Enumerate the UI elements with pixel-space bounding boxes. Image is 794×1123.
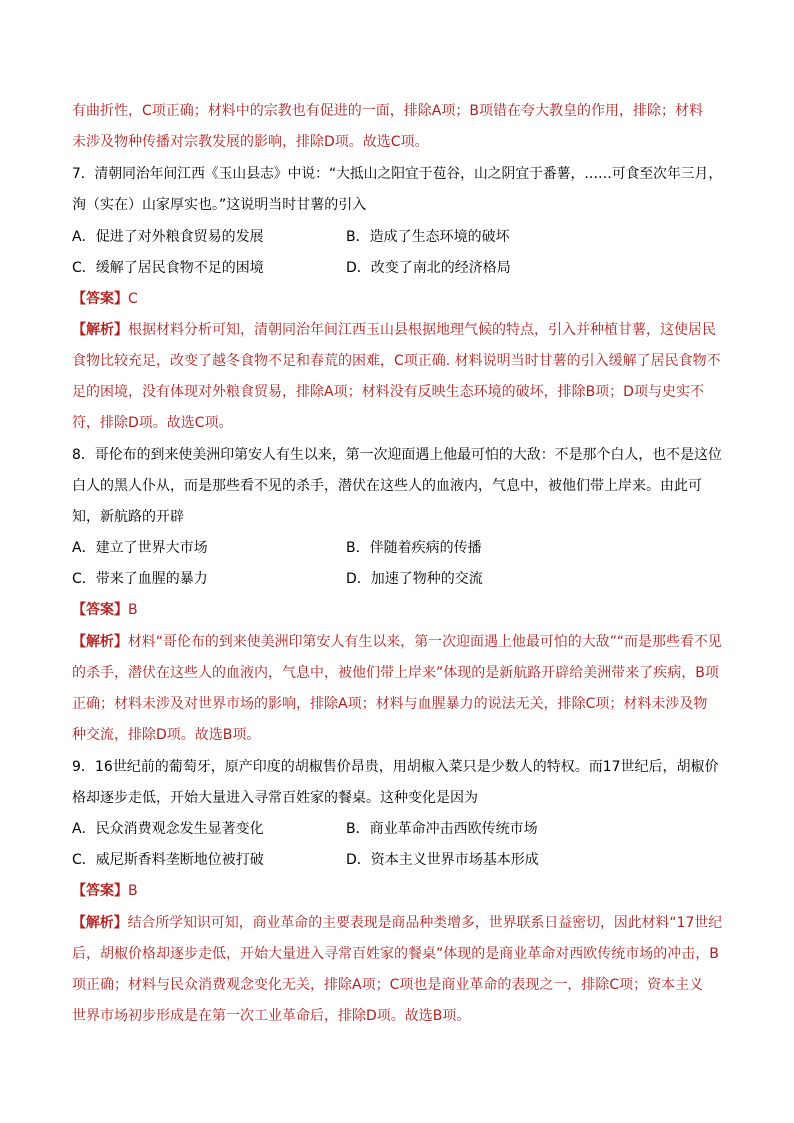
answer-value: B (128, 602, 138, 618)
analysis-text: 根据材料分析可知，清朝同治年间江西玉山县根据地理气候的特点，引入并种植甘薯，这使居民 (128, 322, 716, 338)
question-8-answer (72, 600, 138, 620)
question-8-option-b: B．伴随着疾病的传播 (346, 540, 482, 556)
question-8-option-c: C．带来了血腥的暴力 (72, 571, 208, 587)
question-9-answer (72, 881, 138, 901)
question-8-stem: 8．哥伦布的到来使美洲印第安人有生以来，第一次迎面遇上他最可怕的大敌：不是那个白人，也不是这位 (72, 447, 722, 463)
question-7-option-b: B．造成了生态环境的破坏 (346, 229, 510, 245)
question-7-option-a: A．促进了对外粮食贸易的发展 (72, 229, 264, 245)
question-9-option-d: D．资本主义世界市场基本形成 (346, 852, 539, 868)
question-9-option-c: C．威尼斯香料垄断地位被打破 (72, 852, 264, 868)
question-9-analysis-line: 后，胡椒价格却逐步走低，开始大量进入寻常百姓家的餐桌”体现的是商业革命对西欧传统市场的冲击，B (72, 946, 719, 962)
question-9-stem: 9．16世纪前的葡萄牙，原产印度的胡椒售价昂贵，用胡椒入菜只是少数人的特权。而17世纪后，胡椒价 (72, 759, 719, 775)
analysis-label: 【解析】 (72, 322, 128, 338)
question-9-analysis-line: 世界市场初步形成是在第一次工业革命后，排除D项。故选B项。 (72, 1008, 471, 1024)
question-7-analysis-line: 符，排除D项。故选C项。 (72, 415, 233, 431)
question-7-analysis-line: 食物比较充足，改变了越冬食物不足和春荒的困难，C项正确. 材料说明当时甘薯的引入缓解了居民食物不 (72, 353, 721, 369)
analysis-text: 材料“哥伦布的到来使美洲印第安人有生以来，第一次迎面遇上他最可怕的大敌”“而是那些看不见 (127, 634, 722, 650)
answer-label: 【答案】 (72, 291, 128, 307)
question-9-option-b: B．商业革命冲击西欧传统市场 (346, 821, 538, 837)
analysis-label: 【解析】 (72, 634, 128, 650)
question-7-stem: 洵（实在）山家厚实也。”这说明当时甘薯的引入 (72, 197, 367, 213)
question-8-stem: 白人的黑人仆从，而是那些看不见的杀手，潜伏在这些人的血液内，气息中，被他们带上岸来。由此可 (72, 478, 702, 494)
question-7-analysis (72, 320, 716, 340)
question-8-analysis-line: 的杀手，潜伏在这些人的血液内，气息中，被他们带上岸来”体现的是新航路开辟给美洲带来了疾病，B项 (72, 665, 719, 681)
answer-value: B (128, 883, 138, 899)
question-8-stem: 知，新航路的开辟 (72, 509, 184, 525)
analysis-label: 【解析】 (72, 915, 128, 931)
question-8-option-d: D．加速了物种的交流 (346, 571, 483, 587)
answer-value: C (128, 291, 138, 307)
question-8-option-a: A．建立了世界大市场 (72, 540, 208, 556)
analysis-continuation-line: 未涉及物种传播对宗教发展的影响，排除D项。故选C项。 (72, 134, 429, 150)
question-7-answer (72, 289, 138, 309)
question-7-analysis-line: 足的困境，没有体现对外粮食贸易，排除A项；材料没有反映生态环境的破坏，排除B项；D项与史实不 (72, 384, 704, 400)
answer-label: 【答案】 (72, 883, 128, 899)
question-9-option-a: A．民众消费观念发生显著变化 (72, 821, 264, 837)
question-8-analysis-line: 种交流，排除D项。故选B项。 (72, 727, 261, 743)
analysis-text: 结合所学知识可知，商业革命的主要表现是商品种类增多，世界联系日益密切，因此材料“17世纪 (127, 915, 723, 931)
question-7-stem: 7．清朝同治年间江西《玉山县志》中说：“大抵山之阳宜于苞谷，山之阴宜于番薯，……可食至次年三月， (72, 166, 723, 182)
question-9-analysis-line: 项正确；材料与民众消费观念变化无关，排除A项；C项也是商业革命的表现之一，排除C项；资本主义 (72, 977, 704, 993)
question-9-stem: 格却逐步走低，开始大量进入寻常百姓家的餐桌。这种变化是因为 (72, 790, 478, 806)
question-8-analysis (72, 632, 722, 652)
question-9-analysis (72, 913, 722, 933)
question-7-option-c: C．缓解了居民食物不足的困境 (72, 260, 264, 276)
question-7-option-d: D．改变了南北的经济格局 (346, 260, 511, 276)
answer-label: 【答案】 (72, 602, 128, 618)
analysis-continuation-line: 有曲折性，C项正确；材料中的宗教也有促进的一面，排除A项；B项错在夸大教皇的作用，排除；材料 (72, 103, 703, 119)
question-8-analysis-line: 正确；材料未涉及对世界市场的影响，排除A项；材料与血腥暴力的说法无关，排除C项；材料未涉及物 (72, 696, 708, 712)
